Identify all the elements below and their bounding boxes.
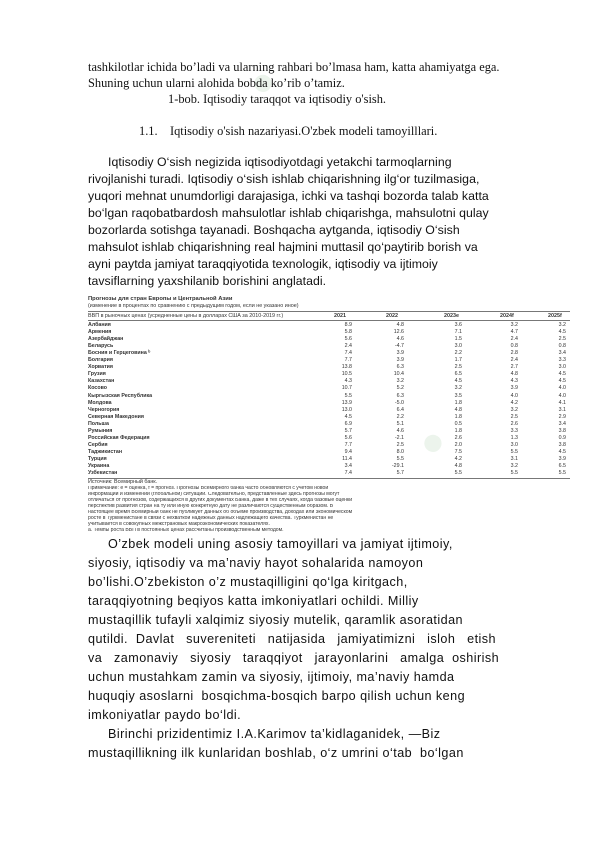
table-title: Прогнозы для стран Европы и Центральной Азии bbox=[88, 296, 233, 302]
table-cell: 4.6 bbox=[396, 336, 404, 343]
table-cell: 4.0 bbox=[510, 392, 518, 399]
table-cell: 4.5 bbox=[558, 371, 566, 378]
table-row bbox=[88, 364, 570, 371]
table-cell: 7.1 bbox=[454, 329, 462, 336]
country-name: Грузия bbox=[88, 371, 106, 378]
table-cell: -2.1 bbox=[394, 434, 404, 441]
paragraph-line: tavsiflarning yaxshilanib borishini anglatadi. bbox=[88, 274, 327, 288]
table-subtitle: (изменение в процентах по сравнению с предыдущим годом, если не указано иное) bbox=[88, 303, 299, 309]
table-row bbox=[88, 371, 570, 378]
paragraph-line: siyosiy, iqtisodiy va ma’naviy hayot sohalarida namoyon bbox=[88, 556, 424, 570]
table-cell: 1.7 bbox=[454, 357, 462, 364]
table-header-left: ВВП в рыночных ценах (усредненные цены в долларах США за 2010-2019 гг.) bbox=[88, 313, 284, 319]
table-row bbox=[88, 350, 570, 357]
country-name: Российская Федерация bbox=[88, 434, 150, 441]
country-name: Польша bbox=[88, 420, 109, 427]
paragraph-line: mustaqillikning ilk kunlaridan boshlab, o‘z umrini o‘tab bo‘lgan bbox=[88, 746, 464, 760]
table-row bbox=[88, 336, 570, 343]
table-cell: 0.5 bbox=[454, 420, 462, 427]
table-cell: 3.3 bbox=[558, 357, 566, 364]
table-cell: 3.2 bbox=[396, 378, 404, 385]
table-cell: 6.3 bbox=[396, 392, 404, 399]
paragraph-line: huquqiy asoslarni bosqichma-bosqich barpo qilish uchun keng bbox=[88, 689, 466, 703]
table-cell: 4.7 bbox=[510, 329, 518, 336]
table-row bbox=[88, 470, 570, 477]
table-row bbox=[88, 463, 570, 470]
country-name: Кыргызская Республика bbox=[88, 392, 153, 399]
intro-line: Shuning uchun ularni alohida bobda ko’rib o’tamiz. bbox=[88, 76, 345, 90]
table-cell: 4.5 bbox=[344, 413, 352, 420]
table-cell: 6.5 bbox=[454, 371, 462, 378]
table-cell: 5.5 bbox=[344, 392, 352, 399]
table-cell: 5.2 bbox=[396, 385, 404, 392]
paragraph-line: bo’lishi.O’zbekiston o’z mustaqilligini qo‘lga kiritgach, bbox=[88, 575, 408, 589]
table-cell: -4.7 bbox=[394, 343, 404, 350]
table-cell: 3.9 bbox=[396, 350, 404, 357]
table-cell: 10.5 bbox=[341, 371, 352, 378]
table-cell: 3.9 bbox=[510, 385, 518, 392]
table-cell: 2.9 bbox=[558, 413, 566, 420]
country-name: Сербия bbox=[88, 441, 108, 448]
table-note-line: перспектив развития стран на ту или иную конкретную дату не различаются существенным образом. В bbox=[88, 504, 334, 510]
chapter-title: 1-bob. Iqtisodiy taraqqot va iqtisodiy o'sish. bbox=[168, 92, 387, 106]
table-cell: 2.4 bbox=[510, 357, 518, 364]
table-cell: 2.2 bbox=[396, 413, 404, 420]
paragraph-line: Birinchi prizidentimiz I.A.Karimov ta’kidlaganidek, —Biz bbox=[108, 727, 441, 741]
table-cell: 4.8 bbox=[396, 322, 404, 328]
table-cell: 1.8 bbox=[454, 413, 462, 420]
paragraph-line: Iqtisodiy O‘sish negizida iqtisodiyotdagi yetakchi tarmoqlarning bbox=[108, 155, 452, 169]
table-note-line: учитывается в совокупных межстрановых макроэкономических показателях. bbox=[88, 522, 270, 528]
country-name: Турция bbox=[88, 455, 107, 462]
table-cell: 4.5 bbox=[454, 378, 462, 385]
country-name: Босния и Герцеговина ᵇ bbox=[88, 350, 151, 357]
table-row bbox=[88, 449, 570, 456]
table-row bbox=[88, 329, 570, 336]
table-cell: 4.1 bbox=[558, 399, 566, 406]
paragraph-line: yuqori mehnat unumdorligi darajasiga, ichki va tashqi bozorda talab katta bbox=[88, 189, 489, 203]
table-cell: 7.7 bbox=[344, 441, 352, 448]
table-cell: 4.6 bbox=[396, 427, 404, 434]
country-name: Болгария bbox=[88, 357, 114, 364]
table-row bbox=[88, 322, 570, 329]
paragraph-line: qutildi. Davlat suvereniteti natijasida jamiyatimizni isloh etish bbox=[88, 632, 496, 646]
country-name: Черногория bbox=[88, 406, 120, 413]
watermark-text: ● bbox=[237, 58, 286, 107]
table-row bbox=[88, 357, 570, 364]
table-source: Источник: Всемирный банк. bbox=[88, 479, 158, 486]
table-row bbox=[88, 393, 570, 400]
table-cell: 5.1 bbox=[396, 420, 404, 427]
table-cell: 3.2 bbox=[558, 322, 566, 328]
table-cell: 6.5 bbox=[558, 463, 566, 469]
table-cell: 2.6 bbox=[510, 420, 518, 427]
table-cell: 7.4 bbox=[344, 470, 352, 477]
table-cell: 13.0 bbox=[341, 406, 352, 413]
table-cell: 5.7 bbox=[344, 427, 352, 434]
table-cell: 4.2 bbox=[454, 455, 462, 462]
country-name: Албания bbox=[88, 322, 111, 328]
table-cell: 3.2 bbox=[454, 385, 462, 392]
table-cell: 5.5 bbox=[396, 455, 404, 462]
table-cell: 3.2 bbox=[510, 406, 518, 413]
table-cell: 1.8 bbox=[454, 399, 462, 406]
paragraph-line: ayni paytda jamiyat taraqqiyotida texnologik, iqtisodiy va ijtimoiy bbox=[88, 257, 438, 271]
table-cell: 1.3 bbox=[510, 434, 518, 441]
table-row bbox=[88, 435, 570, 442]
table-cell: 4.5 bbox=[558, 378, 566, 385]
table-cell: 6.9 bbox=[344, 420, 352, 427]
table-cell: 7.4 bbox=[344, 350, 352, 357]
table-cell: 13.8 bbox=[341, 364, 352, 371]
table-cell: 3.8 bbox=[558, 427, 566, 434]
forecast-table bbox=[88, 296, 570, 534]
table-row bbox=[88, 407, 570, 414]
table-cell: 5.5 bbox=[558, 470, 566, 477]
table-cell: 7.5 bbox=[454, 448, 462, 455]
table-rule bbox=[88, 478, 570, 479]
table-row bbox=[88, 343, 570, 350]
table-cell: 3.0 bbox=[510, 441, 518, 448]
table-cell: -5.0 bbox=[394, 399, 404, 406]
table-note-line: настоящее время Всемирный банк не публикует данных об объеме производства, доходах или экономическом bbox=[88, 510, 353, 516]
country-name: Северная Македония bbox=[88, 413, 145, 420]
table-cell: 3.1 bbox=[510, 455, 518, 462]
table-cell: 2.5 bbox=[454, 364, 462, 371]
table-cell: 2.2 bbox=[454, 350, 462, 357]
table-cell: 4.8 bbox=[454, 463, 462, 469]
table-cell: 3.5 bbox=[454, 392, 462, 399]
table-note-line: a. Темпы роста ВВП в постоянных ценах рассчитаны производственным методом. bbox=[88, 528, 284, 534]
table-cell: 8.0 bbox=[396, 448, 404, 455]
table-cell: 0.9 bbox=[558, 434, 566, 441]
paragraph-line: bozorlarda sotishga tayanadi. Boshqacha aytganda, iqtisodiy O‘sish bbox=[88, 223, 460, 237]
table-rule bbox=[88, 320, 570, 321]
table-cell: 8.9 bbox=[344, 322, 352, 328]
column-header: 2021 bbox=[334, 313, 346, 319]
country-name: Молдова bbox=[88, 399, 112, 406]
table-cell: 5.7 bbox=[396, 470, 404, 477]
country-name: Армения bbox=[88, 329, 112, 336]
table-cell: 3.9 bbox=[558, 455, 566, 462]
country-name: Румыния bbox=[88, 427, 113, 434]
country-name: Косово bbox=[88, 385, 108, 392]
table-cell: 4.3 bbox=[510, 378, 518, 385]
table-cell: 4.3 bbox=[344, 378, 352, 385]
table-cell: 3.1 bbox=[558, 406, 566, 413]
table-cell: 6.4 bbox=[396, 406, 404, 413]
table-cell: 10.7 bbox=[341, 385, 352, 392]
table-cell: 3.8 bbox=[558, 441, 566, 448]
table-note-line: информации и изменений (глобальной) ситуации. Следовательно, представленные здесь прогнозы могут bbox=[88, 492, 340, 498]
table-cell: -29.1 bbox=[391, 463, 404, 469]
table-cell: 7.7 bbox=[344, 357, 352, 364]
country-name: Казахстан bbox=[88, 378, 115, 385]
table-note-line: Примечание: е = оценка, f = прогноз. Прогнозы Всемирного банка часто обновляются с учетом новой bbox=[88, 486, 329, 492]
table-row bbox=[88, 414, 570, 421]
table-cell: 5.6 bbox=[344, 434, 352, 441]
table-cell: 5.6 bbox=[344, 336, 352, 343]
column-header: 2023e bbox=[444, 313, 459, 319]
watermark-text: ● bbox=[407, 418, 456, 467]
table-cell: 3.6 bbox=[454, 322, 462, 328]
table-row bbox=[88, 442, 570, 449]
table-cell: 2.7 bbox=[510, 364, 518, 371]
table-cell: 4.8 bbox=[510, 371, 518, 378]
table-cell: 4.0 bbox=[558, 392, 566, 399]
table-cell: 5.5 bbox=[510, 448, 518, 455]
table-cell: 12.6 bbox=[393, 329, 404, 336]
table-cell: 3.2 bbox=[510, 322, 518, 328]
table-note-line: отличаться от прогнозов, содержащихся в других документах Банка, даже в тех случаях, когда базовые оценки bbox=[88, 498, 353, 504]
column-header: 2022 bbox=[386, 313, 398, 319]
table-cell: 1.5 bbox=[454, 336, 462, 343]
table-cell: 10.4 bbox=[393, 371, 404, 378]
table-cell: 4.8 bbox=[454, 406, 462, 413]
table-cell: 4.5 bbox=[558, 448, 566, 455]
table-cell: 2.5 bbox=[396, 441, 404, 448]
table-cell: 2.4 bbox=[510, 336, 518, 343]
paragraph-line: imkoniyatlar paydo bo‘ldi. bbox=[88, 708, 242, 722]
table-cell: 1.8 bbox=[454, 427, 462, 434]
table-cell: 4.0 bbox=[558, 385, 566, 392]
table-cell: 0.8 bbox=[510, 343, 518, 350]
country-name: Азербайджан bbox=[88, 336, 124, 343]
country-name: Хорватия bbox=[88, 364, 114, 371]
country-name: Таджикистан bbox=[88, 448, 123, 455]
table-cell: 2.0 bbox=[454, 441, 462, 448]
table-row bbox=[88, 378, 570, 385]
column-header: 2024f bbox=[500, 313, 514, 319]
table-cell: 13.9 bbox=[341, 399, 352, 406]
column-header: 2025f bbox=[548, 313, 562, 319]
paragraph-line: uchun mustahkam zamin va siyosiy, ijtimoiy, ma’naviy hamda bbox=[88, 670, 455, 684]
paragraph-line: taraqqiyotning beqiyos katta imkoniyatlari ochildi. Milliy bbox=[88, 594, 419, 608]
table-cell: 6.3 bbox=[396, 364, 404, 371]
table-row bbox=[88, 400, 570, 407]
table-cell: 2.5 bbox=[558, 336, 566, 343]
table-cell: 0.8 bbox=[558, 343, 566, 350]
table-cell: 3.2 bbox=[510, 463, 518, 469]
section-title: 1.1. Iqtisodiy o'sish nazariyasi.O'zbek modeli tamoyilllari. bbox=[139, 124, 438, 138]
table-cell: 4.5 bbox=[558, 329, 566, 336]
paragraph-line: rivojlanishi turadi. Iqtisodiy o‘sish ishlab chiqarishning ilg‘or tuzilmasiga, bbox=[88, 172, 480, 186]
paragraph-line: bo‘lgan raqobatbardosh mahsulotlar ishlab chiqarishga, mahsulotni qulay bbox=[88, 206, 489, 220]
table-cell: 4.2 bbox=[510, 399, 518, 406]
country-name: Украина bbox=[88, 463, 110, 469]
table-cell: 2.4 bbox=[344, 343, 352, 350]
paragraph-line: O’zbek modeli uning asosiy tamoyillari va jamiyat ijtimoiy, bbox=[108, 537, 453, 551]
table-cell: 3.4 bbox=[558, 350, 566, 357]
table-cell: 2.8 bbox=[510, 350, 518, 357]
paragraph-line: mahsulot ishlab chiqarishning real hajmini muttasil qo‘paytirib borish va bbox=[88, 240, 478, 254]
intro-line: tashkilotlar ichida bo’ladi va ularning rahbari bo’lmasa ham, katta ahamiyatga ega. bbox=[88, 60, 500, 74]
paragraph-line: mustaqillik tufayli xalqimiz siyosiy mutelik, qaramlik asoratidan bbox=[88, 613, 463, 627]
paragraph-line: va zamonaviy siyosiy taraqqiyot jarayonlarini amalga oshirish bbox=[88, 651, 500, 665]
table-cell: 5.5 bbox=[454, 470, 462, 477]
table-row bbox=[88, 456, 570, 463]
table-cell: 2.6 bbox=[454, 434, 462, 441]
table-cell: 2.5 bbox=[510, 413, 518, 420]
table-cell: 9.4 bbox=[344, 448, 352, 455]
table-row bbox=[88, 385, 570, 392]
table-cell: 5.8 bbox=[344, 329, 352, 336]
table-cell: 3.0 bbox=[558, 364, 566, 371]
table-cell: 3.4 bbox=[344, 463, 352, 469]
table-cell: 11.4 bbox=[342, 455, 352, 462]
table-cell: 5.5 bbox=[510, 470, 518, 477]
table-row bbox=[88, 428, 570, 435]
table-row bbox=[88, 421, 570, 428]
table-rule bbox=[88, 311, 570, 312]
table-note-line: росте в Туркменистане в связи с нехваткой надежных данных надлежащего качества. Туркменистан не bbox=[88, 516, 334, 522]
table-cell: 3.4 bbox=[558, 420, 566, 427]
country-name: Беларусь bbox=[88, 343, 114, 350]
table-cell: 3.0 bbox=[454, 343, 462, 350]
table-cell: 3.3 bbox=[510, 427, 518, 434]
table-cell: 3.9 bbox=[396, 357, 404, 364]
country-name: Узбекистан bbox=[88, 470, 118, 477]
